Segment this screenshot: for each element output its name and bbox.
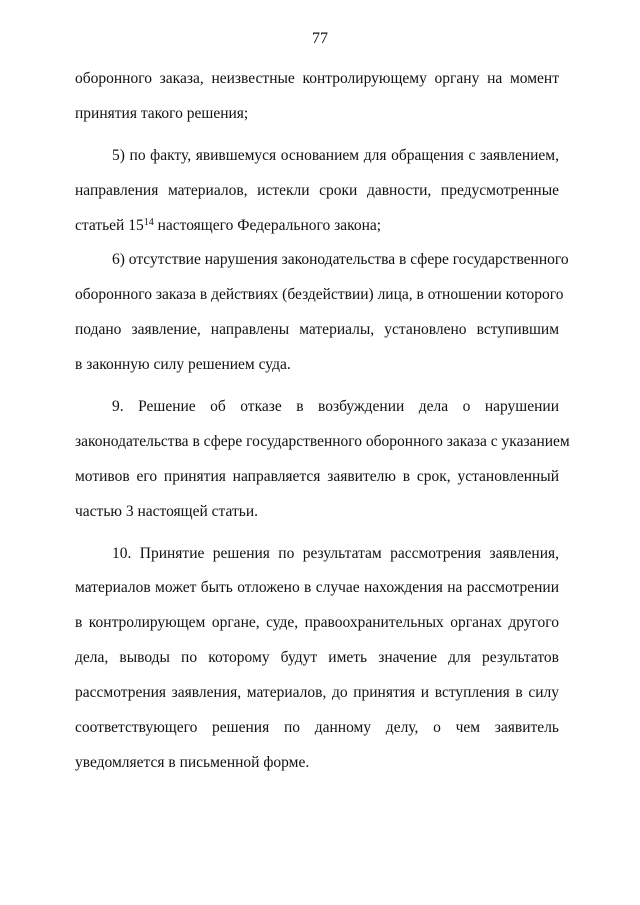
paragraph-section-10	[75, 543, 559, 787]
page-number: 77	[312, 30, 328, 47]
text-body	[75, 68, 570, 787]
text-line: уведомляется в письменной форме.	[75, 753, 310, 771]
text-line: 5) по факту, явившемуся основанием для обращения с заявлением,	[112, 146, 559, 164]
text-line: 10. Принятие решения по результатам рассмотрения заявления,	[112, 544, 559, 562]
text-line: оборонного заказа, неизвестные контролирующему органу на момент	[75, 70, 559, 87]
text-line: в контролирующем органе, суде, правоохранительных органах другого	[75, 614, 559, 632]
text-line: рассмотрения заявления, материалов, до принятия и вступления в силу	[75, 684, 559, 702]
text-line: соответствующего решения по данному делу, о чем заявитель	[75, 719, 559, 737]
paragraph-item-5	[75, 145, 559, 250]
text-line: принятия такого решения;	[75, 104, 249, 122]
text-line: оборонного заказа в действиях (бездействии) лица, в отношении которого	[75, 286, 564, 304]
paragraph-continuation	[75, 68, 559, 138]
superscript-number: 14	[143, 216, 154, 228]
text-line: мотивов его принятия направляется заявителю в срок, установленный	[75, 467, 559, 485]
text-line: частью 3 настоящей статьи.	[75, 502, 259, 520]
text-line: 9. Решение об отказе в возбуждении дела о нарушении	[112, 398, 559, 416]
text-line-reference	[75, 215, 559, 250]
reference-text: статьей 15	[75, 216, 144, 234]
paragraph-item-6	[75, 249, 569, 389]
text-line: материалов может быть отложено в случае нахождения на рассмотрении	[75, 579, 559, 597]
text-line: дела, выводы по которому будут иметь значение для результатов	[75, 649, 559, 667]
text-line: 6) отсутствие нарушения законодательства в сфере государственного	[112, 251, 569, 269]
text-line: направления материалов, истекли сроки давности, предусмотренные	[75, 181, 559, 199]
text-line: законодательства в сфере государственного оборонного заказа с указанием	[75, 432, 570, 450]
paragraph-section-9	[75, 396, 570, 536]
text-line: подано заявление, направлены материалы, установлено вступившим	[75, 321, 559, 339]
reference-text: настоящего Федерального закона;	[153, 216, 382, 234]
text-line: в законную силу решением суда.	[75, 356, 291, 374]
